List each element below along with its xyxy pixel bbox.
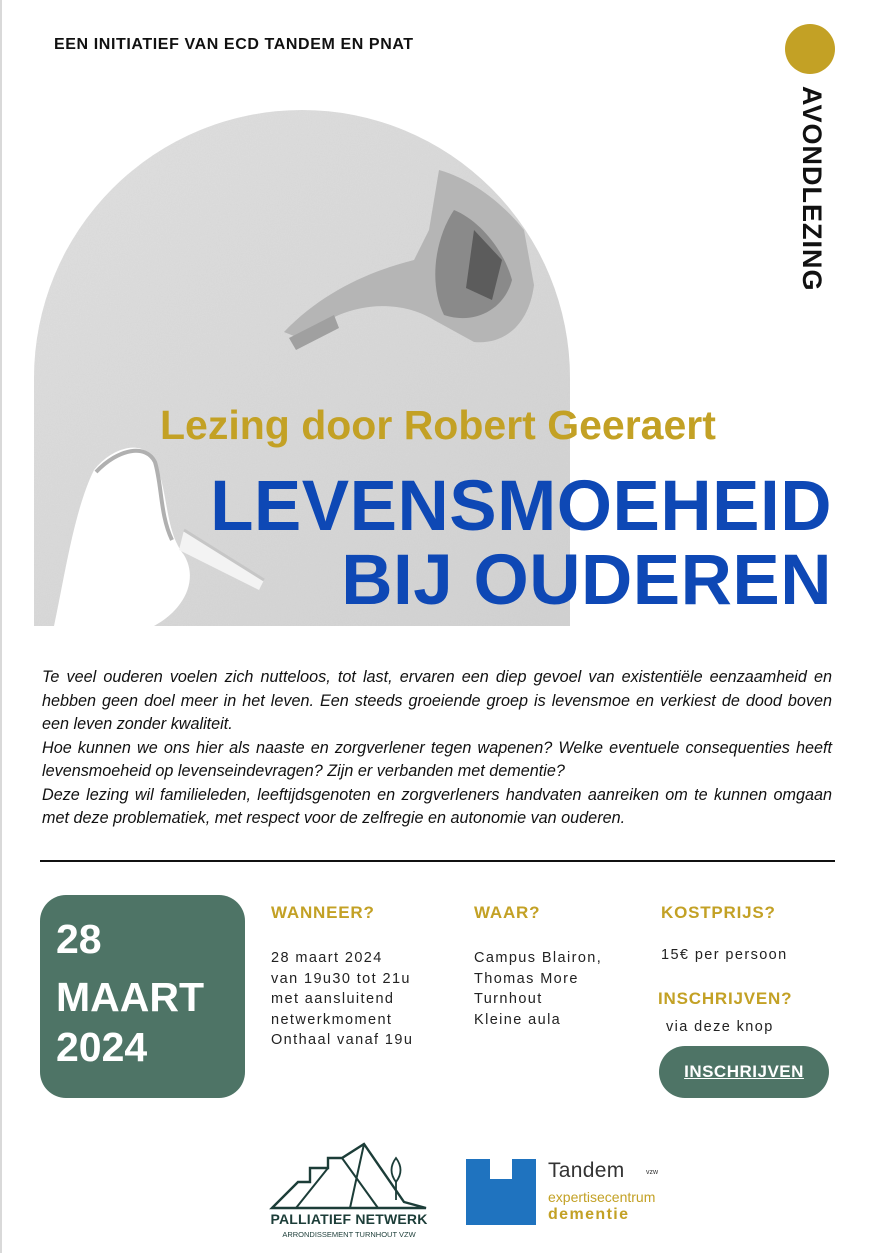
wanneer-line: 28 maart 2024 xyxy=(271,950,383,966)
waar-line: Turnhout xyxy=(474,991,543,1007)
wanneer-line: Onthaal vanaf 19u xyxy=(271,1032,414,1048)
description xyxy=(42,666,832,831)
event-title-line1: LEVENSMOEHEID xyxy=(210,467,832,546)
register-button-label[interactable]: INSCHRIJVEN xyxy=(684,1062,804,1081)
speaker-subtitle: Lezing door Robert Geeraert xyxy=(160,402,716,448)
register-button[interactable] xyxy=(659,1046,829,1098)
palliatief-netwerk-logo xyxy=(268,1142,430,1242)
waar-line: Campus Blairon, xyxy=(474,950,603,966)
palliatief-sub: ARRONDISSEMENT TURNHOUT VZW xyxy=(282,1230,416,1239)
vertical-label: AVONDLEZING xyxy=(797,86,827,292)
tandem-line2: dementie xyxy=(548,1206,630,1223)
wanneer-heading: WANNEER? xyxy=(271,903,375,922)
description-paragraph: Hoe kunnen we ons hier als naaste en zorgverlener tegen wapenen? Welke eventuele consequenties heeft levensmoeheid op levenseindevragen? Zijn er verbanden met dementie? xyxy=(42,738,832,780)
event-title-line2: BIJ OUDEREN xyxy=(341,541,832,620)
inschrijven-text: via deze knop xyxy=(666,1019,774,1035)
tandem-logo xyxy=(466,1157,686,1227)
kostprijs-heading: KOSTPRIJS? xyxy=(661,903,776,922)
description-paragraph: Te veel ouderen voelen zich nutteloos, tot last, ervaren een diep gevoel van existentiële eenzaamheid en hebben geen doel meer in het leven. Een steeds groeiende groep is levensmoe en verkiest de dood boven een leven zonder kwaliteit. xyxy=(42,668,832,733)
event-title xyxy=(210,467,832,620)
wanneer-line: netwerkmoment xyxy=(271,1011,393,1028)
inschrijven-heading: INSCHRIJVEN? xyxy=(658,989,793,1008)
initiative-heading: EEN INITIATIEF VAN ECD TANDEM EN PNAT xyxy=(54,36,414,53)
kostprijs-value: 15€ per persoon xyxy=(661,947,788,963)
vertical-label-wrap xyxy=(795,86,829,326)
description-paragraph: Deze lezing wil familieleden, leeftijdsgenoten en zorgverleners handvaten aanreiken om te kunnen omgaan met deze problematiek, met respect voor de zelfregie en autonomie van ouderen. xyxy=(42,785,832,827)
waar-line: Thomas More xyxy=(474,970,579,987)
page-edge xyxy=(0,0,2,1253)
tandem-vzw: vzw xyxy=(646,1169,659,1176)
wanneer-line: van 19u30 tot 21u xyxy=(271,970,411,987)
date-month: MAART xyxy=(56,974,205,1020)
date-day: 28 xyxy=(56,916,102,962)
tandem-mark-icon xyxy=(466,1157,536,1227)
date-box xyxy=(40,895,245,1098)
mountain-icon xyxy=(268,1142,430,1212)
date-year: 2024 xyxy=(56,1024,148,1070)
gold-circle xyxy=(785,24,835,74)
tandem-line1: expertisecentrum xyxy=(548,1189,656,1205)
tandem-name: Tandem xyxy=(548,1159,625,1182)
waar-heading: WAAR? xyxy=(474,903,541,922)
divider xyxy=(40,860,835,862)
wanneer-line: met aansluitend xyxy=(271,991,395,1007)
waar-line: Kleine aula xyxy=(474,1011,562,1028)
palliatief-name: PALLIATIEF NETWERK xyxy=(270,1211,428,1227)
